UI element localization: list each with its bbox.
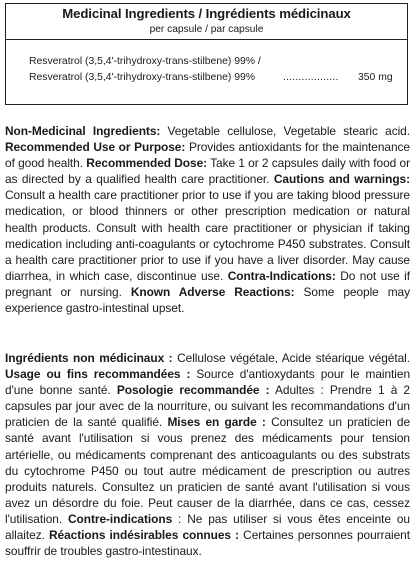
english-label-text [5, 123, 410, 316]
leader-dots: .................. [283, 72, 339, 83]
use-label-fr: Usage ou fins recommandées : [5, 367, 191, 382]
nmi-label-en: Non-Medicinal Ingredients: [5, 124, 161, 138]
french-label-text [5, 350, 410, 559]
contra-text-en: Do not use if pregnant or nursing. [5, 268, 410, 299]
ingredient-name-french: Resveratrol (3,5,4'-trihydroxy-trans-stilbene) 99% [29, 72, 256, 83]
adverse-label-en: Known Adverse Reactions: [130, 284, 295, 299]
cautions-text-fr: Consultez un praticien de santé avant l'utilisation si vous prenez des médicaments pour tension artérielle, ou médicaments comprenant des anticoagulants ou des substrats du cytochrome P450 ou tout autre médicament de prescription ou autres produits naturels. Consultez un praticien de santé avant l'utilisation si vous avez un désordre du foie. Peut causer de la diarrhée, dans ce cas, cessez l'utilisation. [5, 415, 411, 526]
adverse-text-en: Some people may experience gastro-intestinal upset. [5, 284, 411, 316]
panel-title: Medicinal Ingredients / Ingrédients médicinaux [62, 6, 351, 21]
adverse-label-fr: Réactions indésirables connues : [49, 528, 240, 543]
dose-text-fr: Adultes : Prendre 1 à 2 capsules par jour avec de la nourriture, ou suivant les recommandations d'un praticien de la santé qualifié. [5, 383, 410, 430]
ingredient-name-english: Resveratrol (3,5,4'-trihydroxy-trans-stilbene) 99% / [29, 56, 261, 67]
nmi-text-fr: Cellulose végétale, Acide stéarique végétal. [172, 351, 410, 365]
medicinal-ingredients-panel [5, 3, 408, 105]
dose-label-fr: Posologie recommandée : [116, 383, 270, 398]
use-label-en: Recommended Use or Purpose: [5, 140, 186, 155]
panel-divider [6, 39, 407, 40]
panel-subtitle: per capsule / par capsule [149, 24, 264, 35]
cautions-label-fr: Mises en garde : [167, 415, 266, 430]
use-text-en: Provides antioxidants for the maintenance of good health. [5, 140, 410, 171]
contra-text-fr: : Ne pas utiliser si vous êtes enceinte ou allaitez. [5, 511, 410, 543]
cautions-text-en: Consult a health care practitioner prior to use if you are taking blood pressure medication, or blood thinners or other prescription medication or natural health products. Consult with health care practitioner or physician if taking medication including anti-coagulants or cytochrome P450 substrates. Consult a health care practitioner prior to use if you have a liver disorder. May cause diarrhea, in which case, discontinue use. [5, 188, 410, 283]
nmi-label-fr: Ingrédients non médicinaux : [5, 351, 173, 365]
ingredient-amount: 350 mg [358, 72, 393, 83]
contra-label-fr: Contre-indications [68, 511, 173, 526]
dose-label-en: Recommended Dose: [86, 156, 208, 171]
contra-label-en: Contra-Indications: [227, 268, 336, 283]
adverse-text-fr: Certaines personnes pourraient souffrir de troubles gastro-intestinaux. [5, 528, 410, 559]
use-text-fr: Source d'antioxydants pour le maintien d'une bonne santé. [5, 367, 411, 398]
cautions-label-en: Cautions and warnings: [273, 172, 411, 187]
dose-text-en: Take 1 or 2 capsules daily with food or as directed by a qualified health care practitioner. [5, 156, 410, 187]
nmi-text-en: Vegetable cellulose, Vegetable stearic acid. [160, 124, 410, 138]
